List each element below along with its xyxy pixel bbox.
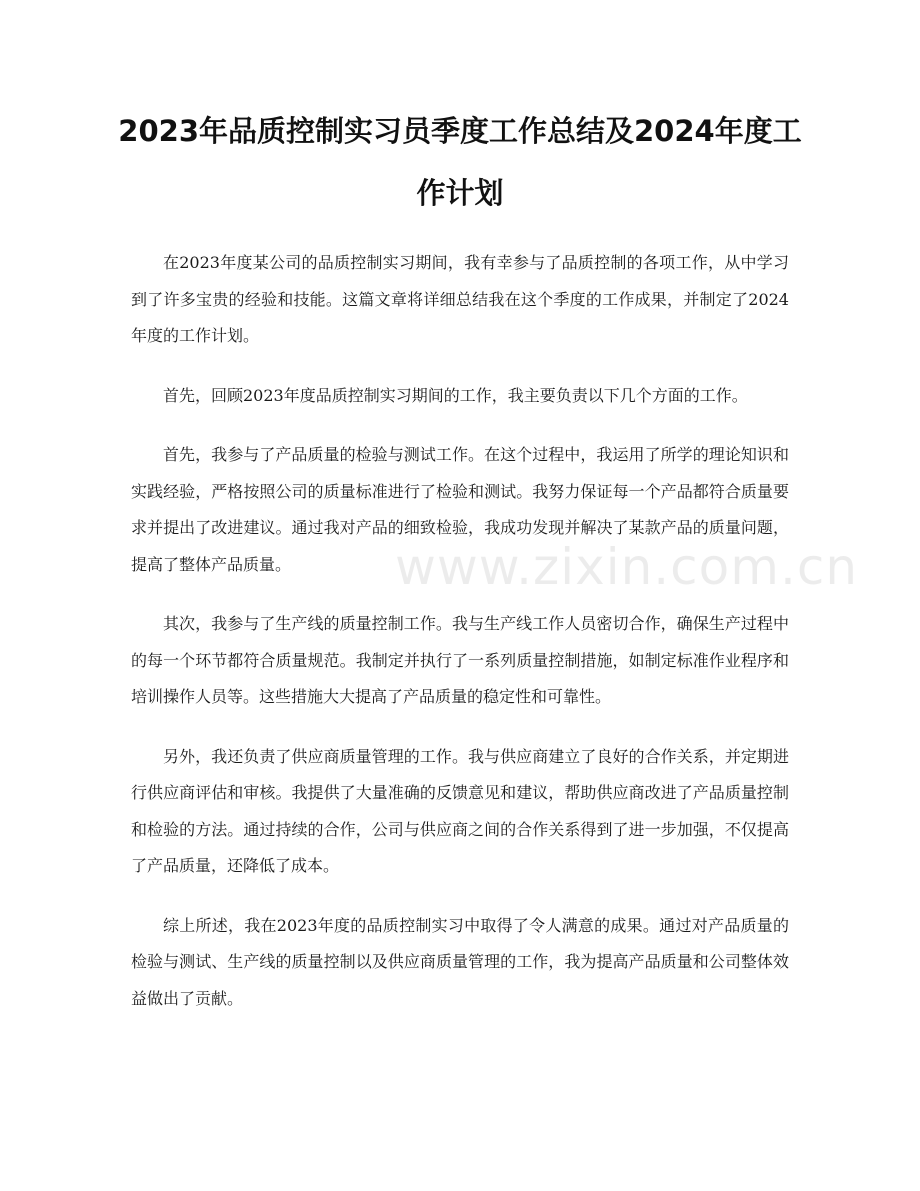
page-title: 2023年品质控制实习员季度工作总结及2024年度工作计划 (118, 114, 802, 210)
watermark: www.zixin.com.cn (395, 538, 859, 596)
paragraph-supplier: 另外，我还负责了供应商质量管理的工作。我与供应商建立了良好的合作关系，并定期进行供应商评估和审核。我提供了大量准确的反馈意见和建议，帮助供应商改进了产品质量控制和检验的方法。通过持续的合作，公司与供应商之间的合作关系得到了进一步加强，不仅提高了产品质量，还降低了成本。 (131, 746, 789, 875)
paragraph-inspection: 首先，我参与了产品质量的检验与测试工作。在这个过程中，我运用了所学的理论知识和实践经验，严格按照公司的质量标准进行了检验和测试。我努力保证每一个产品都符合质量要求并提出了改进建议。通过我对产品的细致检验，我成功发现并解决了某款产品的质量问题，提高了整体产品质量。 (131, 445, 789, 574)
paragraph-intro: 在2023年度某公司的品质控制实习期间，我有幸参与了品质控制的各项工作，从中学习到了许多宝贵的经验和技能。这篇文章将详细总结我在这个季度的工作成果，并制定了2024年度的工作计划。 (131, 253, 789, 345)
document-body (131, 245, 789, 1040)
paragraph-production-line: 其次，我参与了生产线的质量控制工作。我与生产线工作人员密切合作，确保生产过程中的每一个环节都符合质量规范。我制定并执行了一系列质量控制措施，如制定标准作业程序和培训操作人员等。这些措施大大提高了产品质量的稳定性和可靠性。 (131, 614, 789, 706)
paragraph-summary: 综上所述，我在2023年度的品质控制实习中取得了令人满意的成果。通过对产品质量的检验与测试、生产线的质量控制以及供应商质量管理的工作，我为提高产品质量和公司整体效益做出了贡献。 (131, 915, 789, 1008)
paragraph-review: 首先，回顾2023年度品质控制实习期间的工作，我主要负责以下几个方面的工作。 (163, 385, 748, 405)
